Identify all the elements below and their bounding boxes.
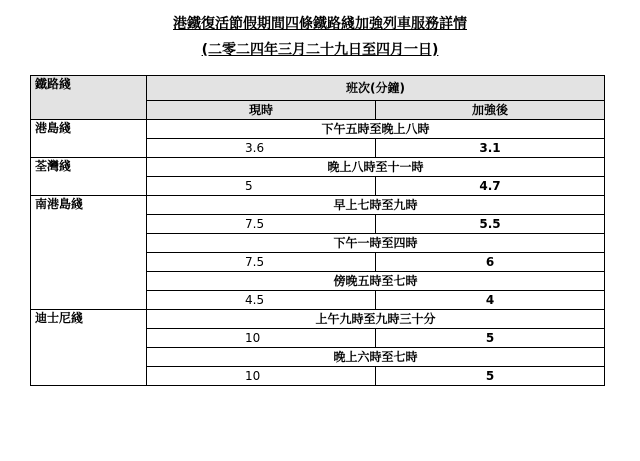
service-table xyxy=(30,75,605,386)
current-frequency: 10 xyxy=(147,329,376,348)
document-title: 港鐵復活節假期間四條鐵路綫加強列車服務詳情 xyxy=(173,16,467,32)
time-period: 晚上八時至十一時 xyxy=(147,158,605,177)
time-period: 上午九時至九時三十分 xyxy=(147,310,605,329)
enhanced-frequency: 5.5 xyxy=(376,215,605,234)
enhanced-frequency: 6 xyxy=(376,253,605,272)
current-frequency: 10 xyxy=(147,367,376,386)
table-row xyxy=(31,120,605,139)
time-period: 下午五時至晚上八時 xyxy=(147,120,605,139)
line-name: 荃灣綫 xyxy=(31,158,147,196)
time-period: 傍晚五時至七時 xyxy=(147,272,605,291)
time-period: 早上七時至九時 xyxy=(147,196,605,215)
header-line: 鐵路綫 xyxy=(31,76,147,120)
document-subtitle: (二零二四年三月二十九日至四月一日) xyxy=(201,42,439,58)
enhanced-frequency: 4.7 xyxy=(376,177,605,196)
line-name: 港島綫 xyxy=(31,120,147,158)
enhanced-frequency: 5 xyxy=(376,367,605,386)
enhanced-frequency: 5 xyxy=(376,329,605,348)
header-current: 現時 xyxy=(147,101,376,120)
enhanced-frequency: 4 xyxy=(376,291,605,310)
header-frequency: 班次(分鐘) xyxy=(147,76,605,101)
header-row xyxy=(31,76,605,101)
line-name: 迪士尼綫 xyxy=(31,310,147,386)
current-frequency: 5 xyxy=(147,177,376,196)
current-frequency: 3.6 xyxy=(147,139,376,158)
time-period: 下午一時至四時 xyxy=(147,234,605,253)
current-frequency: 7.5 xyxy=(147,253,376,272)
line-name: 南港島綫 xyxy=(31,196,147,310)
time-period: 晚上六時至七時 xyxy=(147,348,605,367)
enhanced-frequency: 3.1 xyxy=(376,139,605,158)
table-row xyxy=(31,158,605,177)
header-enhanced: 加強後 xyxy=(376,101,605,120)
current-frequency: 7.5 xyxy=(147,215,376,234)
current-frequency: 4.5 xyxy=(147,291,376,310)
table-row xyxy=(31,310,605,329)
table-row xyxy=(31,196,605,215)
